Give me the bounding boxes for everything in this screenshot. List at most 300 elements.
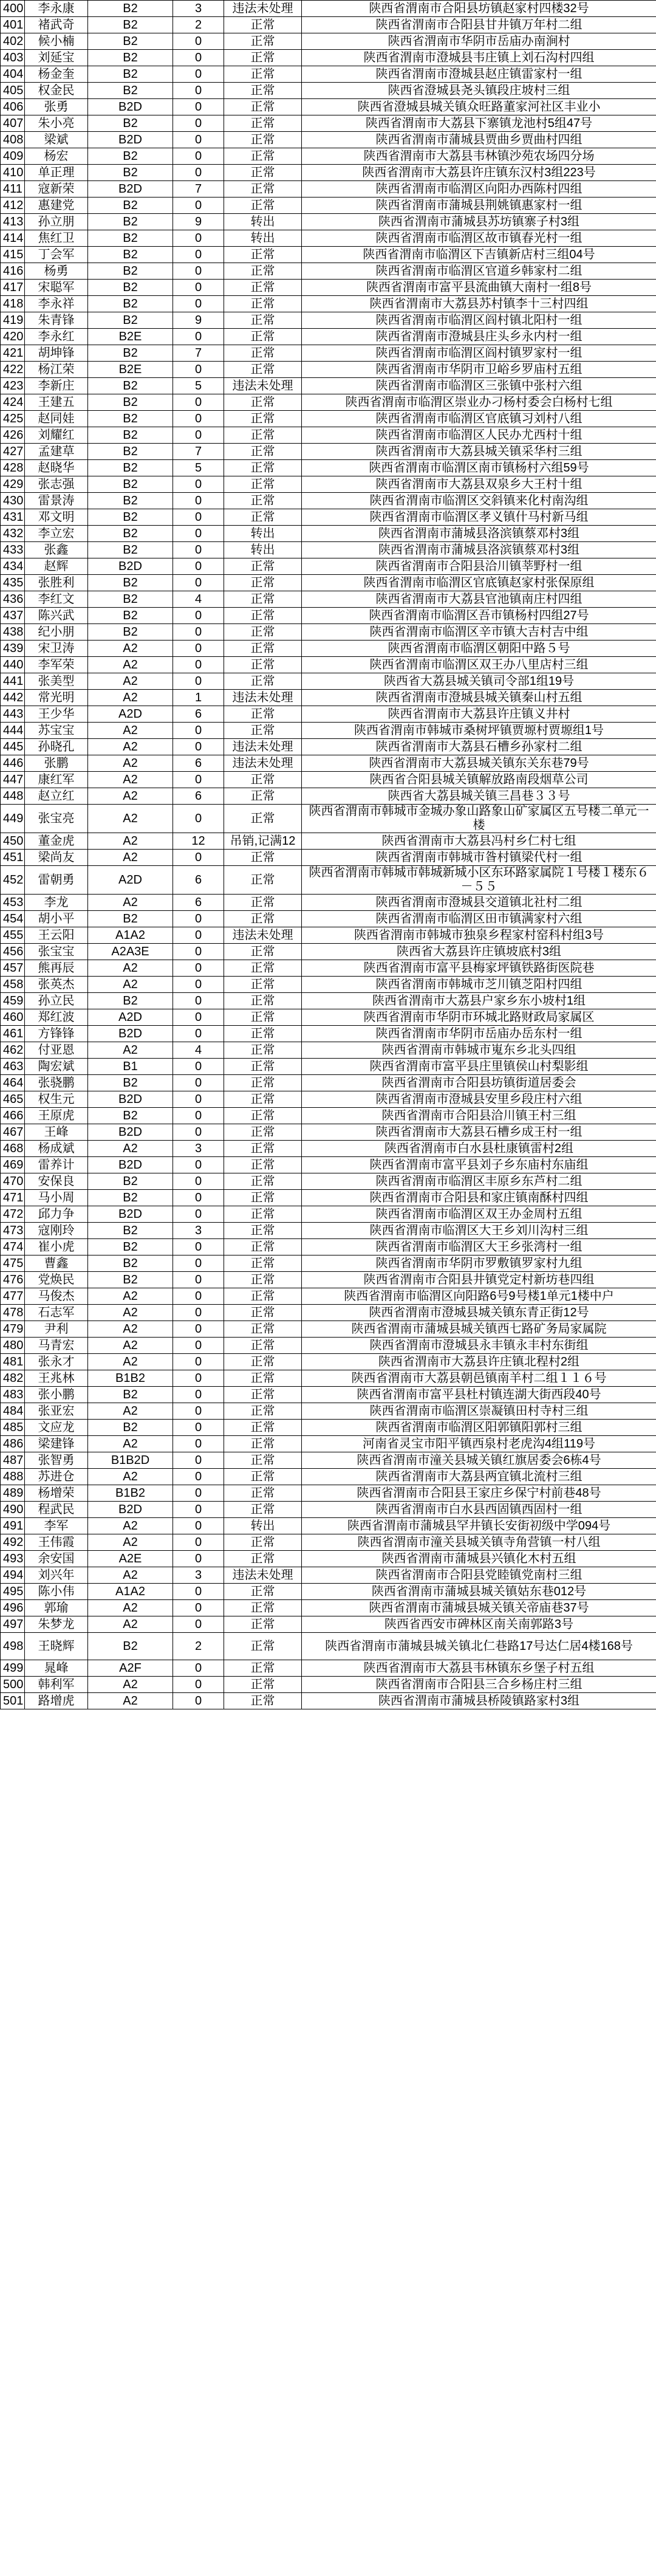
points-cell: 12	[173, 833, 224, 850]
table-row	[1, 772, 656, 788]
row-number-cell: 473	[1, 1223, 25, 1239]
license-class-cell: A2	[88, 1288, 173, 1305]
table-row	[1, 476, 656, 493]
points-cell: 0	[173, 608, 224, 624]
row-number-cell: 488	[1, 1469, 25, 1485]
license-class-cell: A2F	[88, 1660, 173, 1677]
status-cell: 正常	[224, 148, 302, 165]
table-row	[1, 280, 656, 296]
points-cell: 0	[173, 1677, 224, 1693]
status-cell: 正常	[224, 1255, 302, 1272]
address-cell: 陕西省渭南市合阳县甘井镇万年村二组	[302, 17, 656, 33]
address-cell: 陕西省渭南市大荔县朝邑镇南羊村二组１１６号	[302, 1370, 656, 1387]
points-cell: 0	[173, 739, 224, 755]
table-row	[1, 1272, 656, 1288]
status-cell: 违法未处理	[224, 927, 302, 944]
driver-name-cell: 赵立红	[25, 788, 88, 805]
points-cell: 9	[173, 214, 224, 230]
points-cell: 0	[173, 575, 224, 591]
address-cell: 陕西省渭南市大荔县石槽乡成王村一组	[302, 1124, 656, 1141]
status-cell: 正常	[224, 1370, 302, 1387]
status-cell: 正常	[224, 1436, 302, 1452]
license-class-cell: B2D	[88, 1124, 173, 1141]
address-cell: 陕西省渭南市澄城县永丰镇永丰村东街组	[302, 1338, 656, 1354]
status-cell: 正常	[224, 17, 302, 33]
address-cell: 陕西省渭南市合阳县洽川镇王村三组	[302, 1108, 656, 1124]
license-class-cell: B2	[88, 624, 173, 641]
address-cell: 陕西省渭南市合阳县坊镇赵家村四楼32号	[302, 1, 656, 17]
points-cell: 0	[173, 296, 224, 312]
status-cell: 正常	[224, 1616, 302, 1633]
license-class-cell: A2	[88, 1600, 173, 1616]
address-cell: 陕西省渭南市大荔县石槽乡孙家村二组	[302, 739, 656, 755]
driver-name-cell: 褚武奇	[25, 17, 88, 33]
driver-name-cell: 程武民	[25, 1502, 88, 1518]
table-row	[1, 1600, 656, 1616]
points-cell: 7	[173, 181, 224, 197]
license-class-cell: A2	[88, 977, 173, 993]
driver-name-cell: 李龙	[25, 895, 88, 911]
address-cell: 陕西省渭南市华阴市岳庙办岳东村一组	[302, 1026, 656, 1042]
table-row	[1, 115, 656, 132]
address-cell: 陕西省渭南市大荔县双泉乡大王村十组	[302, 476, 656, 493]
points-cell: 0	[173, 493, 224, 509]
points-cell: 0	[173, 197, 224, 214]
license-class-cell: B2	[88, 993, 173, 1009]
status-cell: 违法未处理	[224, 1567, 302, 1584]
address-cell: 陕西省渭南市临渭区双王办八里店村三组	[302, 657, 656, 673]
driver-name-cell: 张宝亮	[25, 805, 88, 833]
table-row	[1, 1042, 656, 1059]
table-row	[1, 833, 656, 850]
row-number-cell: 400	[1, 1, 25, 17]
license-class-cell: B2E	[88, 329, 173, 345]
row-number-cell: 454	[1, 911, 25, 927]
status-cell: 正常	[224, 1469, 302, 1485]
address-cell: 陕西省渭南市澄城县交道镇北社村二组	[302, 895, 656, 911]
table-row	[1, 493, 656, 509]
row-number-cell: 441	[1, 673, 25, 690]
row-number-cell: 467	[1, 1124, 25, 1141]
status-cell: 正常	[224, 444, 302, 460]
row-number-cell: 483	[1, 1387, 25, 1403]
license-class-cell: A2	[88, 850, 173, 866]
row-number-cell: 459	[1, 993, 25, 1009]
points-cell: 0	[173, 165, 224, 181]
driver-name-cell: 候小楠	[25, 33, 88, 50]
license-class-cell: A2	[88, 1469, 173, 1485]
status-cell: 正常	[224, 1660, 302, 1677]
points-cell: 0	[173, 1452, 224, 1469]
table-row	[1, 1436, 656, 1452]
points-cell: 0	[173, 641, 224, 657]
license-class-cell: A2	[88, 755, 173, 772]
points-cell: 0	[173, 476, 224, 493]
row-number-cell: 493	[1, 1551, 25, 1567]
status-cell: 正常	[224, 591, 302, 608]
address-cell: 陕西省渭南市临渭区阎村镇罗家村一组	[302, 345, 656, 362]
table-row	[1, 165, 656, 181]
row-number-cell: 448	[1, 788, 25, 805]
address-cell: 陕西省渭南市富平县刘子乡东庙村东庙组	[302, 1157, 656, 1173]
table-row	[1, 1551, 656, 1567]
driver-name-cell: 朱小亮	[25, 115, 88, 132]
address-cell: 陕西省渭南市临渭区人民办尤西村十组	[302, 427, 656, 444]
driver-name-cell: 陶宏斌	[25, 1059, 88, 1075]
points-cell: 0	[173, 558, 224, 575]
row-number-cell: 439	[1, 641, 25, 657]
license-class-cell: B2	[88, 1255, 173, 1272]
points-cell: 0	[173, 977, 224, 993]
table-row	[1, 50, 656, 66]
status-cell: 正常	[224, 83, 302, 99]
status-cell: 违法未处理	[224, 378, 302, 394]
table-row	[1, 911, 656, 927]
table-row	[1, 542, 656, 558]
points-cell: 0	[173, 1403, 224, 1420]
driver-name-cell: 张美型	[25, 673, 88, 690]
address-cell: 陕西省渭南市临渭区向阳办西陈村四组	[302, 181, 656, 197]
address-cell: 陕西省渭南市临渭区辛市镇大吉村吉中组	[302, 624, 656, 641]
license-class-cell: B2D	[88, 1091, 173, 1108]
address-cell: 陕西省渭南市大荔县韦林镇东乡堡子村五组	[302, 1660, 656, 1677]
row-number-cell: 478	[1, 1305, 25, 1321]
address-cell: 陕西省渭南市潼关县城关镇红旗居委会6栋4号	[302, 1452, 656, 1469]
points-cell: 0	[173, 1288, 224, 1305]
status-cell: 正常	[224, 575, 302, 591]
license-class-cell: B2	[88, 83, 173, 99]
driver-name-cell: 赵同娃	[25, 411, 88, 427]
table-row	[1, 509, 656, 526]
license-class-cell: B2	[88, 312, 173, 329]
table-row	[1, 99, 656, 115]
driver-name-cell: 宋卫涛	[25, 641, 88, 657]
license-class-cell: B2	[88, 1387, 173, 1403]
points-cell: 0	[173, 1469, 224, 1485]
status-cell: 正常	[224, 493, 302, 509]
table-row	[1, 214, 656, 230]
table-row	[1, 739, 656, 755]
table-row	[1, 1173, 656, 1190]
license-class-cell: A2	[88, 1677, 173, 1693]
status-cell: 转出	[224, 230, 302, 247]
points-cell: 0	[173, 1551, 224, 1567]
driver-name-cell: 马青宏	[25, 1338, 88, 1354]
driver-name-cell: 张小鹏	[25, 1387, 88, 1403]
status-cell: 正常	[224, 427, 302, 444]
address-cell: 陕西省渭南市蒲城县城关镇姑东巷012号	[302, 1584, 656, 1600]
table-row	[1, 1403, 656, 1420]
table-row	[1, 394, 656, 411]
table-row	[1, 657, 656, 673]
table-row	[1, 1502, 656, 1518]
status-cell: 正常	[224, 723, 302, 739]
table-row	[1, 1305, 656, 1321]
table-row	[1, 329, 656, 345]
points-cell: 0	[173, 1660, 224, 1677]
points-cell: 3	[173, 1141, 224, 1157]
address-cell: 陕西省大荔县城关镇司令部1组19号	[302, 673, 656, 690]
status-cell: 正常	[224, 1693, 302, 1709]
license-class-cell: B2D	[88, 1502, 173, 1518]
license-class-cell: A2	[88, 1141, 173, 1157]
table-row	[1, 33, 656, 50]
license-class-cell: A2	[88, 1436, 173, 1452]
driver-name-cell: 康红军	[25, 772, 88, 788]
driver-name-cell: 朱青锋	[25, 312, 88, 329]
points-cell: 4	[173, 591, 224, 608]
status-cell: 违法未处理	[224, 1, 302, 17]
row-number-cell: 453	[1, 895, 25, 911]
points-cell: 0	[173, 280, 224, 296]
row-number-cell: 416	[1, 263, 25, 280]
status-cell: 正常	[224, 312, 302, 329]
license-class-cell: B2	[88, 493, 173, 509]
row-number-cell: 435	[1, 575, 25, 591]
driver-name-cell: 杨江荣	[25, 362, 88, 378]
table-row	[1, 1321, 656, 1338]
table-row	[1, 706, 656, 723]
points-cell: 0	[173, 1206, 224, 1223]
address-cell: 陕西省渭南市大荔县许庄镇东汉村3组223号	[302, 165, 656, 181]
status-cell: 正常	[224, 788, 302, 805]
table-row	[1, 1660, 656, 1677]
points-cell: 0	[173, 673, 224, 690]
address-cell: 陕西省渭南市蒲城县城关镇北仁巷路17号达仁居4楼168号	[302, 1633, 656, 1660]
row-number-cell: 433	[1, 542, 25, 558]
driver-name-cell: 陈兴武	[25, 608, 88, 624]
row-number-cell: 410	[1, 165, 25, 181]
table-row	[1, 1026, 656, 1042]
points-cell: 0	[173, 1272, 224, 1288]
row-number-cell: 468	[1, 1141, 25, 1157]
points-cell: 3	[173, 1567, 224, 1584]
address-cell: 陕西省渭南市合阳县和家庄镇南酥村四组	[302, 1190, 656, 1206]
license-class-cell: B2	[88, 394, 173, 411]
address-cell: 陕西省渭南市澄城县庄头乡永内村一组	[302, 329, 656, 345]
license-class-cell: B2	[88, 1190, 173, 1206]
status-cell: 正常	[224, 1677, 302, 1693]
table-row	[1, 1255, 656, 1272]
row-number-cell: 458	[1, 977, 25, 993]
table-row	[1, 1223, 656, 1239]
driver-name-cell: 孟建草	[25, 444, 88, 460]
table-row	[1, 83, 656, 99]
status-cell: 正常	[224, 895, 302, 911]
address-cell: 陕西省渭南市临渭区孝义镇什马村新马组	[302, 509, 656, 526]
table-row	[1, 148, 656, 165]
status-cell: 正常	[224, 1157, 302, 1173]
table-row	[1, 1387, 656, 1403]
license-class-cell: B2D	[88, 99, 173, 115]
address-cell: 陕西省渭南市临渭区田市镇满家村六组	[302, 911, 656, 927]
address-cell: 陕西省渭南市蒲城县桥陵镇路家村3组	[302, 1693, 656, 1709]
status-cell: 正常	[224, 50, 302, 66]
table-row	[1, 960, 656, 977]
address-cell: 陕西省渭南市临渭区故市镇春光村一组	[302, 230, 656, 247]
address-cell: 陕西省渭南市临渭区双王办金周村五组	[302, 1206, 656, 1223]
address-cell: 陕西省渭南市临渭区阳郭镇阳郭村三组	[302, 1420, 656, 1436]
driver-name-cell: 王建五	[25, 394, 88, 411]
table-row	[1, 296, 656, 312]
table-row	[1, 1534, 656, 1551]
status-cell: 正常	[224, 1239, 302, 1255]
table-row	[1, 866, 656, 895]
driver-name-cell: 雷养计	[25, 1157, 88, 1173]
address-cell: 陕西省渭南市合阳县王家庄乡保宁村前巷48号	[302, 1485, 656, 1502]
points-cell: 0	[173, 115, 224, 132]
address-cell: 陕西省渭南市韩城市韩城新城小区东环路家属院１号楼１楼东６－５５	[302, 866, 656, 895]
address-cell: 陕西省渭南市蒲城县洛滨镇蔡邓村3组	[302, 526, 656, 542]
address-cell: 陕西省渭南市韩城市嵬东乡北头四组	[302, 1042, 656, 1059]
row-number-cell: 480	[1, 1338, 25, 1354]
points-cell: 3	[173, 1223, 224, 1239]
driver-name-cell: 杨勇	[25, 263, 88, 280]
license-class-cell: B2	[88, 476, 173, 493]
status-cell: 正常	[224, 1534, 302, 1551]
points-cell: 0	[173, 624, 224, 641]
license-class-cell: A2	[88, 1567, 173, 1584]
driver-name-cell: 曹鑫	[25, 1255, 88, 1272]
address-cell: 陕西省渭南市华阴市罗敷镇罗家村九组	[302, 1255, 656, 1272]
license-class-cell: A2	[88, 1321, 173, 1338]
points-cell: 0	[173, 99, 224, 115]
driver-name-cell: 寇新荣	[25, 181, 88, 197]
row-number-cell: 427	[1, 444, 25, 460]
address-cell: 陕西省渭南市临渭区大王乡刘川沟村三组	[302, 1223, 656, 1239]
points-cell: 0	[173, 66, 224, 83]
driver-name-cell: 李军荣	[25, 657, 88, 673]
status-cell: 正常	[224, 1272, 302, 1288]
address-cell: 陕西省渭南市临渭区交斜镇来化村南沟组	[302, 493, 656, 509]
table-row	[1, 1, 656, 17]
license-class-cell: A2	[88, 788, 173, 805]
license-class-cell: B2	[88, 50, 173, 66]
points-cell: 5	[173, 460, 224, 476]
driver-name-cell: 梁斌	[25, 132, 88, 148]
address-cell: 陕西省渭南市临渭区南市镇杨村六组59号	[302, 460, 656, 476]
points-cell: 0	[173, 427, 224, 444]
address-cell: 陕西省渭南市临渭区官底镇习刘村八组	[302, 411, 656, 427]
points-cell: 0	[173, 1091, 224, 1108]
row-number-cell: 457	[1, 960, 25, 977]
status-cell: 正常	[224, 706, 302, 723]
status-cell: 正常	[224, 1124, 302, 1141]
driver-name-cell: 孙晓孔	[25, 739, 88, 755]
status-cell: 正常	[224, 977, 302, 993]
table-row	[1, 444, 656, 460]
status-cell: 正常	[224, 1338, 302, 1354]
license-class-cell: A2	[88, 895, 173, 911]
driver-name-cell: 梁建锋	[25, 1436, 88, 1452]
driver-name-cell: 尹利	[25, 1321, 88, 1338]
points-cell: 0	[173, 944, 224, 960]
points-cell: 0	[173, 1584, 224, 1600]
driver-name-cell: 权生元	[25, 1091, 88, 1108]
license-class-cell: B1B2D	[88, 1452, 173, 1469]
address-cell: 陕西省渭南市临渭区官道乡韩家村二组	[302, 263, 656, 280]
license-class-cell: A2	[88, 1354, 173, 1370]
driver-name-cell: 文应龙	[25, 1420, 88, 1436]
driver-name-cell: 韩利军	[25, 1677, 88, 1693]
status-cell: 正常	[224, 1321, 302, 1338]
points-cell: 0	[173, 1518, 224, 1534]
table-row	[1, 66, 656, 83]
table-row	[1, 263, 656, 280]
row-number-cell: 492	[1, 1534, 25, 1551]
status-cell: 正常	[224, 1091, 302, 1108]
address-cell: 陕西省渭南市临渭区下吉镇新店村三组04号	[302, 247, 656, 263]
row-number-cell: 497	[1, 1616, 25, 1633]
table-row	[1, 977, 656, 993]
table-row	[1, 1693, 656, 1709]
driver-name-cell: 惠建党	[25, 197, 88, 214]
status-cell: 正常	[224, 608, 302, 624]
address-cell: 陕西省渭南市白水县西固镇西固村一组	[302, 1502, 656, 1518]
points-cell: 6	[173, 788, 224, 805]
points-cell: 4	[173, 1042, 224, 1059]
license-class-cell: B2	[88, 542, 173, 558]
points-cell: 0	[173, 329, 224, 345]
table-row	[1, 591, 656, 608]
points-cell: 0	[173, 526, 224, 542]
driver-name-cell: 赵晓华	[25, 460, 88, 476]
points-cell: 0	[173, 1255, 224, 1272]
row-number-cell: 440	[1, 657, 25, 673]
row-number-cell: 409	[1, 148, 25, 165]
address-cell: 陕西省渭南市蒲城县贾曲乡贾曲村四组	[302, 132, 656, 148]
status-cell: 正常	[224, 1502, 302, 1518]
driver-name-cell: 苏宝宝	[25, 723, 88, 739]
driver-name-cell: 石志军	[25, 1305, 88, 1321]
table-row	[1, 1190, 656, 1206]
driver-name-cell: 丁会军	[25, 247, 88, 263]
row-number-cell: 447	[1, 772, 25, 788]
driver-name-cell: 刘延宝	[25, 50, 88, 66]
status-cell: 正常	[224, 1059, 302, 1075]
driver-name-cell: 路增虎	[25, 1693, 88, 1709]
address-cell: 陕西省渭南市富平县流曲镇大南村一组8号	[302, 280, 656, 296]
row-number-cell: 401	[1, 17, 25, 33]
row-number-cell: 422	[1, 362, 25, 378]
points-cell: 0	[173, 1502, 224, 1518]
row-number-cell: 484	[1, 1403, 25, 1420]
license-class-cell: A2	[88, 1042, 173, 1059]
address-cell: 陕西省渭南市蒲城县城关镇关帝庙巷37号	[302, 1600, 656, 1616]
row-number-cell: 443	[1, 706, 25, 723]
row-number-cell: 490	[1, 1502, 25, 1518]
license-class-cell: B2	[88, 526, 173, 542]
license-class-cell: B2	[88, 444, 173, 460]
address-cell: 陕西省渭南市韩城市桑树坪镇贾塬村贾塬组1号	[302, 723, 656, 739]
address-cell: 陕西省渭南市蒲城县城关镇西七路矿务局家属院	[302, 1321, 656, 1338]
license-class-cell: A2	[88, 1403, 173, 1420]
table-row	[1, 575, 656, 591]
license-class-cell: A2	[88, 1534, 173, 1551]
table-row	[1, 1518, 656, 1534]
points-cell: 0	[173, 1436, 224, 1452]
license-class-cell: B2	[88, 1108, 173, 1124]
license-class-cell: B2	[88, 280, 173, 296]
points-cell: 0	[173, 1354, 224, 1370]
points-cell: 2	[173, 17, 224, 33]
driver-name-cell: 王伟霞	[25, 1534, 88, 1551]
driver-name-cell: 王云阳	[25, 927, 88, 944]
status-cell: 正常	[224, 132, 302, 148]
status-cell: 正常	[224, 345, 302, 362]
points-cell: 0	[173, 411, 224, 427]
row-number-cell: 437	[1, 608, 25, 624]
